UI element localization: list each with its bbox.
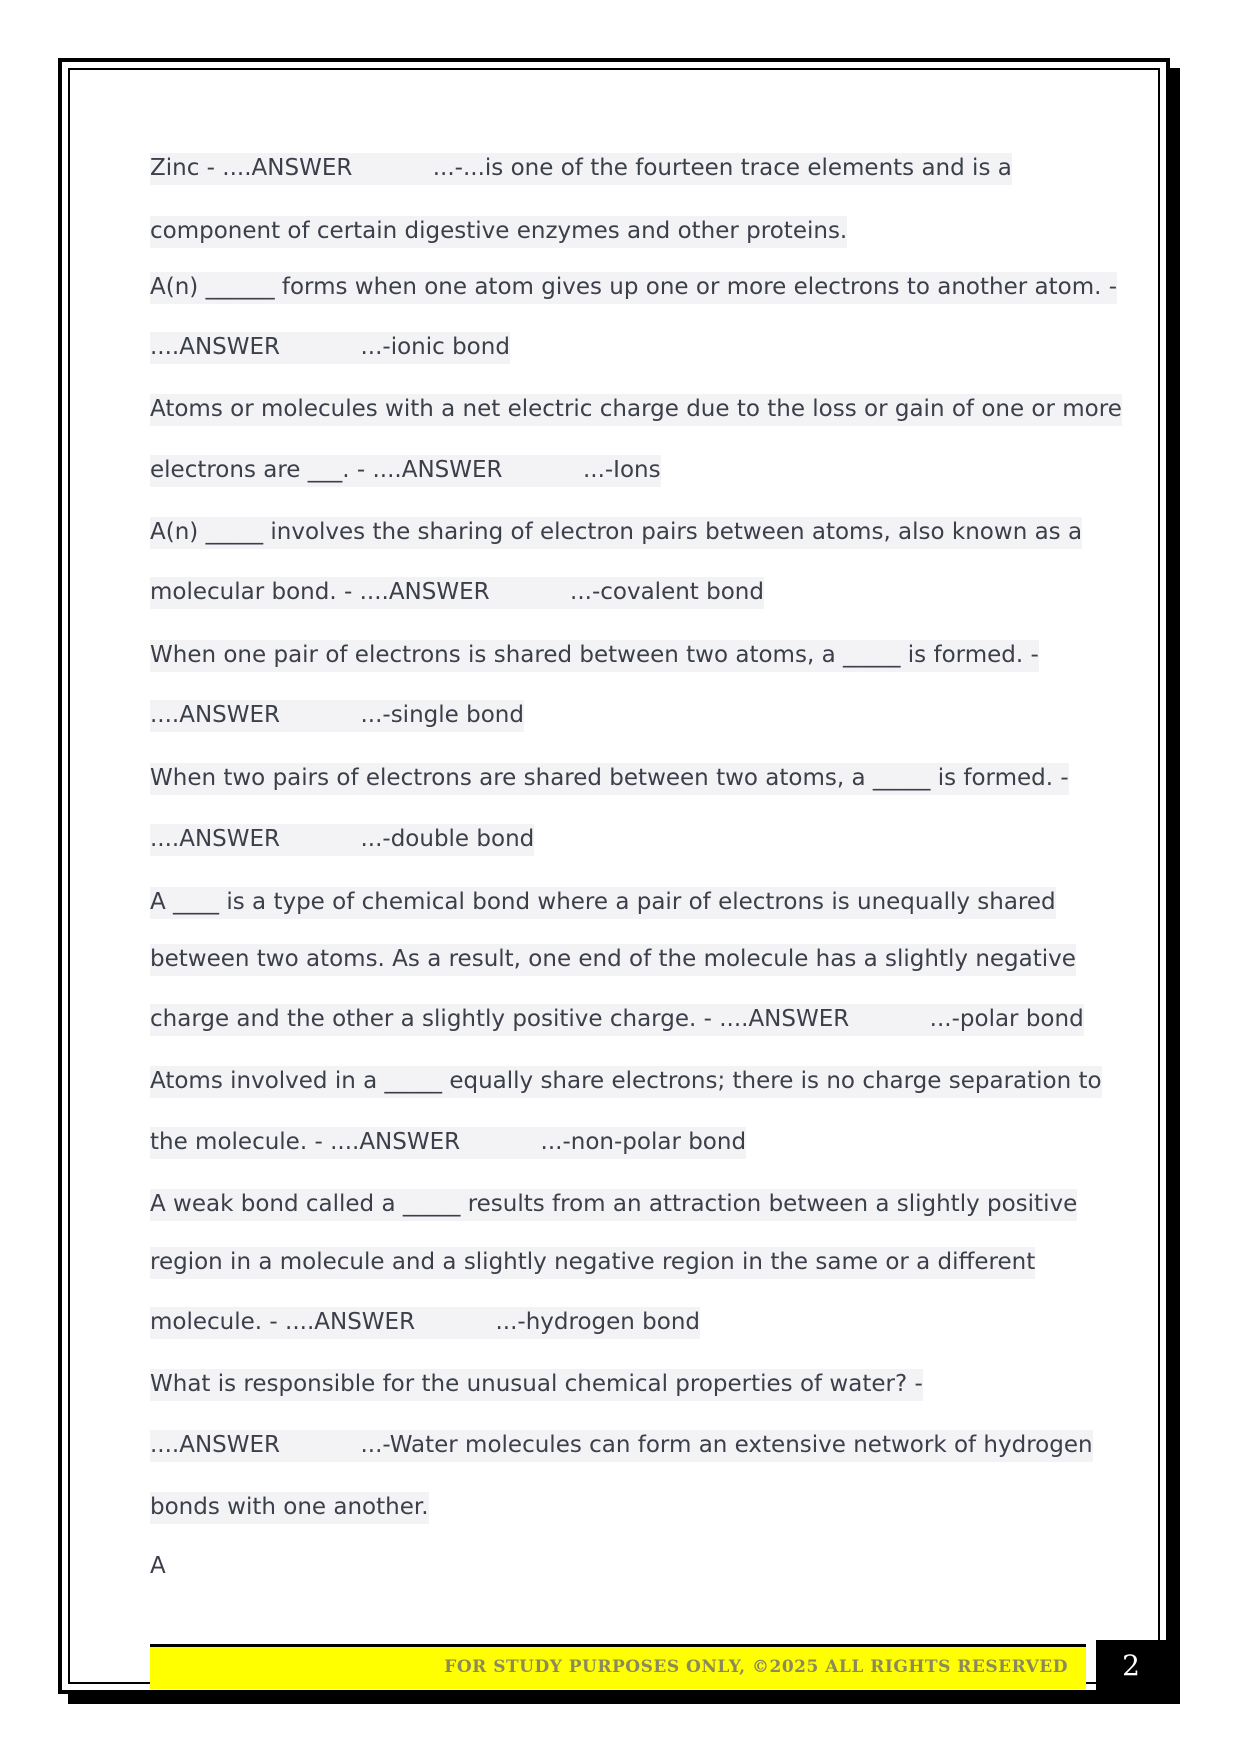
text-line: charge and the other a slightly positive charge. - ....ANSWER ...-polar bond: [150, 1005, 1084, 1033]
text-line: between two atoms. As a result, one end of the molecule has a slightly negative: [150, 945, 1076, 973]
text-line: A weak bond called a _____ results from an attraction between a slightly positive: [150, 1190, 1077, 1218]
text-line: bonds with one another.: [150, 1493, 429, 1521]
text-line: When two pairs of electrons are shared between two atoms, a _____ is formed. -: [150, 764, 1069, 792]
text-line: region in a molecule and a slightly negative region in the same or a different: [150, 1248, 1035, 1276]
text-line: ....ANSWER ...-double bond: [150, 825, 534, 853]
page-number: 2: [1096, 1640, 1166, 1691]
text-line: ....ANSWER ...-ionic bond: [150, 333, 510, 361]
text-line: ....ANSWER ...-Water molecules can form an extensive network of hydrogen: [150, 1431, 1093, 1459]
text-line: Atoms involved in a _____ equally share electrons; there is no charge separation to: [150, 1067, 1102, 1095]
text-line: A: [150, 1553, 166, 1579]
text-line: What is responsible for the unusual chemical properties of water? -: [150, 1370, 923, 1398]
footer-banner: [150, 1644, 1086, 1689]
text-line: ....ANSWER ...-single bond: [150, 701, 524, 729]
text-line: When one pair of electrons is shared between two atoms, a _____ is formed. -: [150, 641, 1039, 669]
text-line: component of certain digestive enzymes and other proteins.: [150, 217, 847, 245]
footer-copyright: FOR STUDY PURPOSES ONLY, ©2025 ALL RIGHTS RESERVED: [444, 1657, 1068, 1677]
text-line: A ____ is a type of chemical bond where a pair of electrons is unequally shared: [150, 888, 1056, 916]
text-line: A(n) ______ forms when one atom gives up one or more electrons to another atom. -: [150, 273, 1117, 301]
text-line: A(n) _____ involves the sharing of electron pairs between atoms, also known as a: [150, 518, 1082, 546]
text-line: the molecule. - ....ANSWER ...-non-polar bond: [150, 1128, 746, 1156]
text-line: molecular bond. - ....ANSWER ...-covalent bond: [150, 578, 764, 606]
text-line: molecule. - ....ANSWER ...-hydrogen bond: [150, 1308, 700, 1336]
text-line: Atoms or molecules with a net electric charge due to the loss or gain of one or more: [150, 395, 1122, 423]
text-line: Zinc - ....ANSWER ...-...is one of the fourteen trace elements and is a: [150, 154, 1012, 182]
text-line: electrons are ___. - ....ANSWER ...-Ions: [150, 456, 661, 484]
